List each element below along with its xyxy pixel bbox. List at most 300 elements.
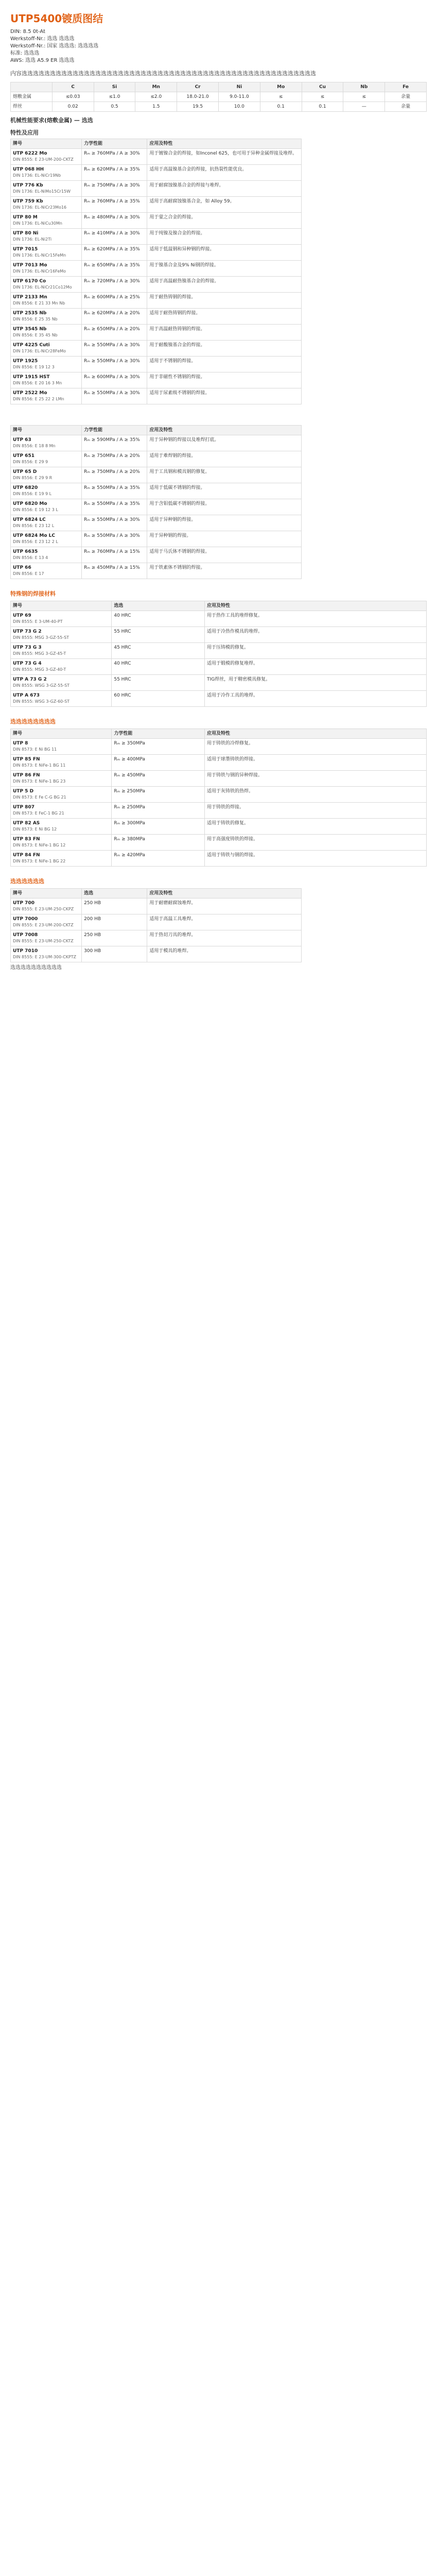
- grade-cell: [11, 499, 82, 515]
- composition-cell: ≤0.03: [52, 92, 94, 102]
- composition-cell: 19.5: [177, 102, 219, 112]
- table-row: [11, 341, 302, 357]
- application-cell: 适用于不锈钢的焊接。: [147, 357, 302, 372]
- grade-cell: [11, 483, 82, 499]
- mech-cell: 40 HRC: [112, 659, 205, 675]
- application-cell: 用于纯镍及镍合金的焊接。: [147, 229, 302, 245]
- mech-cell: Rₘ ≥ 250MPa: [112, 803, 205, 819]
- mech-cell: Rₘ ≥ 480MPa / A ≥ 30%: [82, 213, 147, 229]
- grade-name: UTP 73 G 2: [13, 629, 42, 634]
- grade-standard: DIN 1736: EL-NiCr16FeMo: [13, 269, 66, 274]
- grade-standard: DIN 1736: EL-Ni2Ti: [13, 237, 52, 242]
- application-cell: 用于耐酸镍基合金的焊接。: [147, 341, 302, 357]
- application-cell: 适用于低温钢和异种钢的焊接。: [147, 245, 302, 261]
- column-header: 应用及特性: [147, 139, 302, 149]
- grade-name: UTP 82 AS: [13, 821, 40, 826]
- grade-cell: [11, 659, 112, 675]
- composition-cell: 18.0-21.0: [177, 92, 219, 102]
- mech-cell: Rₘ ≥ 380MPa: [112, 835, 205, 851]
- grade-name: UTP 6170 Co: [13, 279, 46, 284]
- application-cell: 用于耐热铸钢的焊接。: [147, 293, 302, 309]
- grade-name: UTP 2133 Mn: [13, 295, 47, 300]
- table-row: [11, 787, 427, 803]
- mech-cell: 200 HB: [82, 914, 147, 930]
- composition-header: [11, 82, 53, 92]
- table-row: [11, 771, 427, 787]
- application-cell: 用于镍基合金及9% Ni钢的焊接。: [147, 261, 302, 277]
- grade-standard: DIN 1736: EL-NiCr19Nb: [13, 173, 61, 178]
- grade-name: UTP 84 FN: [13, 853, 40, 858]
- application-cell: 适用于马氏体不锈钢的焊接。: [147, 547, 302, 563]
- table-row: [11, 499, 302, 515]
- application-cell: 用于含钼低碳不锈钢的焊接。: [147, 499, 302, 515]
- grade-standard: DIN 1736: EL-NiCr15FeMn: [13, 253, 66, 258]
- table-row: [11, 92, 427, 102]
- footer-note: 选选选选选选选选选选: [10, 965, 62, 971]
- composition-cell: 1.5: [135, 102, 177, 112]
- mech-cell: 45 HRC: [112, 643, 205, 659]
- grade-cell: [11, 643, 112, 659]
- column-header: 力学性能: [82, 139, 147, 149]
- application-cell: 用于非磁性不锈钢的焊接。: [147, 372, 302, 388]
- composition-header: Si: [94, 82, 135, 92]
- grade-standard: DIN 8555: MSG 3-GZ-40-T: [13, 667, 66, 672]
- application-cell: 适用于高温耐热镍基合金的焊接。: [147, 277, 302, 293]
- intro-paragraph: 内容选选选选选选选选选选选选选选选选选选选选选选选选选选选选选选选选选选选选选选选选选选选选选选选选选选选选: [10, 70, 316, 77]
- grade-standard: DIN 8556: E 18 8 Mn: [13, 444, 56, 448]
- grade-standard: DIN 8555: E 23-UM-250-CKTZ: [13, 939, 74, 943]
- mech-cell: Rₘ ≥ 550MPa / A ≥ 35%: [82, 483, 147, 499]
- grade-standard: DIN 8555: MSG 3-GZ-55-ST: [13, 635, 69, 640]
- column-header: 力学性能: [82, 426, 147, 435]
- grade-cell: [11, 787, 112, 803]
- table-row: [11, 803, 427, 819]
- application-cell: 用于铁素体不锈钢的焊接。: [147, 563, 302, 579]
- grade-standard: DIN 8573: E NiFe-1 BG 12: [13, 843, 66, 848]
- column-header: 选选: [82, 889, 147, 899]
- grade-name: UTP 3545 Nb: [13, 327, 47, 332]
- grade-cell: [11, 755, 112, 771]
- mech-cell: Rₘ ≥ 600MPa / A ≥ 30%: [82, 372, 147, 388]
- application-cell: 适用于模具的堆焊。: [147, 946, 302, 962]
- grade-standard: DIN 8556: E 13 4: [13, 555, 48, 560]
- grade-cell: [11, 357, 82, 372]
- table-row: [11, 946, 302, 962]
- grade-cell: [11, 771, 112, 787]
- grade-cell: [11, 245, 82, 261]
- table-row: [11, 261, 302, 277]
- grade-standard: DIN 8556: E 21 33 Mn Nb: [13, 301, 65, 306]
- meta-line: DIN: 8.5 0t-At: [10, 29, 46, 35]
- grade-cell: [11, 946, 82, 962]
- grade-standard: DIN 8556: E 17: [13, 571, 44, 576]
- grade-standard: DIN 8555: E 23-UM-200-CKTZ: [13, 157, 74, 162]
- composition-cell: 0.1: [302, 102, 343, 112]
- column-header: 牌号: [11, 729, 112, 739]
- grade-name: UTP 068 HH: [13, 167, 44, 172]
- composition-cell: —: [343, 102, 385, 112]
- mech-cell: Rₘ ≥ 750MPa / A ≥ 30%: [82, 181, 147, 197]
- grade-standard: DIN 8555: E 3-UM-40-PT: [13, 619, 63, 624]
- composition-cell: 0.5: [94, 102, 135, 112]
- grade-cell: [11, 899, 82, 914]
- table-row: [11, 899, 302, 914]
- composition-header: Mo: [260, 82, 302, 92]
- grade-name: UTP 7000: [13, 917, 38, 922]
- grade-name: UTP 80 Ni: [13, 231, 39, 236]
- composition-header: Fe: [385, 82, 427, 92]
- application-cell: 用于蒙之合金的焊接。: [147, 213, 302, 229]
- mech-cell: Rₘ ≥ 650MPa / A ≥ 35%: [82, 261, 147, 277]
- mech-cell: 250 HB: [82, 899, 147, 914]
- grade-cell: [11, 277, 82, 293]
- mech-cell: Rₘ ≥ 760MPa / A ≥ 35%: [82, 197, 147, 213]
- table-row: [11, 357, 302, 372]
- grade-name: UTP 73 G 4: [13, 661, 42, 666]
- grade-name: UTP 85 FN: [13, 757, 40, 762]
- composition-cell: 焊丝: [11, 102, 53, 112]
- column-header: 牌号: [11, 139, 82, 149]
- mech-cell: Rₘ ≥ 750MPa / A ≥ 20%: [82, 467, 147, 483]
- grade-standard: DIN 8556: E 29 9: [13, 460, 48, 464]
- composition-cell: ≤: [302, 92, 343, 102]
- mech-cell: Rₘ ≥ 600MPa / A ≥ 25%: [82, 293, 147, 309]
- mech-cell: 40 HRC: [112, 611, 205, 627]
- column-header: 牌号: [11, 889, 82, 899]
- grade-name: UTP 6824 LC: [13, 517, 46, 522]
- grade-cell: [11, 531, 82, 547]
- table-row: [11, 691, 427, 707]
- grade-name: UTP 1915 HST: [13, 375, 50, 380]
- mech-cell: Rₘ ≥ 400MPa: [112, 755, 205, 771]
- grade-cell: [11, 691, 112, 707]
- mech-cell: Rₘ ≥ 420MPa: [112, 851, 205, 867]
- column-header: 选选: [112, 601, 205, 611]
- table-row: [11, 739, 427, 755]
- meta-line: Werkstoff-Nr.: 国家 选选选: 选选选选: [10, 43, 99, 49]
- mech-section-heading: 机械性能要求(熔敷金属) — 选选: [10, 117, 93, 124]
- composition-cell: 10.0: [218, 102, 260, 112]
- grade-cell: [11, 627, 112, 643]
- application-cell: 适用于低碳不锈钢的焊接。: [147, 483, 302, 499]
- grade-cell: [11, 293, 82, 309]
- grade-name: UTP 1925: [13, 359, 38, 364]
- grade-name: UTP 8: [13, 741, 28, 746]
- table-row: [11, 755, 427, 771]
- table-row: [11, 325, 302, 341]
- grade-standard: DIN 8573: E Ni BG 11: [13, 747, 57, 752]
- grade-name: UTP 80 M: [13, 215, 38, 220]
- table-row: [11, 851, 427, 867]
- application-cell: 用于高强度铸铁的焊接。: [205, 835, 427, 851]
- grade-cell: [11, 341, 82, 357]
- table-row: [11, 149, 302, 165]
- grade-cell: [11, 914, 82, 930]
- mech-cell: Rₘ ≥ 650MPa / A ≥ 20%: [82, 325, 147, 341]
- group2-table: [10, 425, 302, 579]
- application-cell: 用于工具钢和模具钢的修复。: [147, 467, 302, 483]
- grade-standard: DIN 8556: E 19 12 3 L: [13, 507, 58, 512]
- grade-name: UTP 2522 Mo: [13, 391, 47, 396]
- composition-header: Cr: [177, 82, 219, 92]
- grade-standard: DIN 8556: E 20 16 3 Mn: [13, 381, 62, 385]
- grade-name: UTP 4225 Cuti: [13, 343, 50, 348]
- table-row: [11, 627, 427, 643]
- application-cell: 适用于耐热铸钢的焊接。: [147, 309, 302, 325]
- composition-header: C: [52, 82, 94, 92]
- grade-name: UTP 73 G 3: [13, 645, 42, 650]
- application-cell: 用于异种钢的焊接以及堆焊打底。: [147, 435, 302, 451]
- grade-name: UTP 6222 Mo: [13, 151, 47, 156]
- composition-cell: ≤: [343, 92, 385, 102]
- grade-name: UTP 2535 Nb: [13, 311, 47, 316]
- column-header: 牌号: [11, 426, 82, 435]
- grade-standard: DIN 8556: E 35 45 Nb: [13, 333, 58, 337]
- grade-standard: DIN 8555: MSG 3-GZ-45-T: [13, 651, 66, 656]
- mech-cell: Rₘ ≥ 550MPa / A ≥ 30%: [82, 515, 147, 531]
- grade-name: UTP 66: [13, 565, 31, 570]
- composition-cell: 9.0-11.0: [218, 92, 260, 102]
- mech-cell: Rₘ ≥ 450MPa / A ≥ 15%: [82, 563, 147, 579]
- mech-cell: 55 HRC: [112, 675, 205, 691]
- grade-standard: DIN 8556: E 25 22 2 LMn: [13, 397, 64, 401]
- mech-cell: 60 HRC: [112, 691, 205, 707]
- grade-standard: DIN 8556: E 23 12 L: [13, 523, 55, 528]
- grade-cell: [11, 930, 82, 946]
- grade-name: UTP 5 D: [13, 789, 34, 794]
- column-header: 应用及特性: [147, 889, 302, 899]
- grade-standard: DIN 8556: E 19 12 3: [13, 365, 55, 369]
- application-cell: 用于耐腐蚀镍基合金的焊接与堆焊。: [147, 181, 302, 197]
- grade-name: UTP 807: [13, 805, 34, 810]
- grade-name: UTP A 73 G 2: [13, 677, 47, 682]
- grade-standard: DIN 1736: EL-NiCu30Mn: [13, 221, 62, 226]
- table-row: [11, 245, 302, 261]
- table-row: [11, 293, 302, 309]
- column-header: 牌号: [11, 601, 112, 611]
- mech-cell: 55 HRC: [112, 627, 205, 643]
- table-row: [11, 388, 302, 404]
- grade-name: UTP 759 Kb: [13, 199, 43, 204]
- application-cell: 适用于高温工具堆焊。: [147, 914, 302, 930]
- application-cell: 适用于球墨铸铁的焊接。: [205, 755, 427, 771]
- mech-cell: Rₘ ≥ 620MPa / A ≥ 20%: [82, 309, 147, 325]
- grade-cell: [11, 261, 82, 277]
- table-row: [11, 563, 302, 579]
- grade-name: UTP 700: [13, 901, 34, 906]
- table-row: [11, 547, 302, 563]
- table-row: [11, 930, 302, 946]
- grade-cell: [11, 229, 82, 245]
- group1-table: [10, 139, 302, 404]
- grade-name: UTP 63: [13, 437, 31, 443]
- grade-standard: DIN 8555: E 23-UM-200-CKTZ: [13, 923, 74, 927]
- table-row: [11, 483, 302, 499]
- composition-cell: 0.1: [260, 102, 302, 112]
- grade-name: UTP 6820 Mo: [13, 501, 47, 506]
- composition-table: [10, 82, 427, 112]
- mech-cell: Rₘ ≥ 410MPa / A ≥ 30%: [82, 229, 147, 245]
- grade-name: UTP A 673: [13, 693, 40, 698]
- application-cell: 用于高温耐热铸钢的焊接。: [147, 325, 302, 341]
- grade-standard: DIN 8555: E 23-UM-300-CKPTZ: [13, 955, 77, 959]
- grade-standard: DIN 8573: E NiFe-1 BG 23: [13, 779, 66, 784]
- application-cell: 适用于锻模的修复堆焊。: [205, 659, 427, 675]
- table-row: [11, 197, 302, 213]
- grade-cell: [11, 515, 82, 531]
- table-row: [11, 531, 302, 547]
- grade-cell: [11, 325, 82, 341]
- grade-standard: DIN 1736: EL-NiCr21Co12Mo: [13, 285, 72, 290]
- grade-standard: DIN 8556: E 23 12 2 L: [13, 539, 58, 544]
- grade-standard: DIN 8573: E NiFe-1 BG 22: [13, 859, 66, 863]
- grade-standard: DIN 8555: WSG 3-GZ-55-ST: [13, 683, 70, 688]
- meta-line: Werkstoff-Nr.: 选选 选选选: [10, 36, 75, 42]
- mech-cell: Rₘ ≥ 590MPa / A ≥ 35%: [82, 435, 147, 451]
- grade-name: UTP 6820: [13, 485, 38, 490]
- grade-standard: DIN 8555: WSG 3-GZ-60-ST: [13, 699, 70, 704]
- grade-cell: [11, 181, 82, 197]
- grade-name: UTP 7010: [13, 948, 38, 954]
- grade-cell: [11, 675, 112, 691]
- mech-cell: Rₘ ≥ 550MPa / A ≥ 30%: [82, 388, 147, 404]
- grade-standard: DIN 8556: E 19 9 L: [13, 492, 52, 496]
- mech-cell: Rₘ ≥ 550MPa / A ≥ 30%: [82, 357, 147, 372]
- grade-standard: DIN 8573: E FeC-1 BG 21: [13, 811, 64, 816]
- grade-cell: [11, 835, 112, 851]
- column-header: 力学性能: [112, 729, 205, 739]
- grade-cell: [11, 851, 112, 867]
- mech-cell: Rₘ ≥ 250MPa: [112, 787, 205, 803]
- application-cell: 用于热作工具的堆焊修复。: [205, 611, 427, 627]
- composition-header: Ni: [218, 82, 260, 92]
- table-row: [11, 643, 427, 659]
- section4-heading: 选选选选选选选选: [10, 718, 56, 725]
- composition-header: Nb: [343, 82, 385, 92]
- grade-name: UTP 776 Kb: [13, 183, 43, 188]
- application-cell: 适用于灰铸铁的热焊。: [205, 787, 427, 803]
- grade-standard: DIN 8555: E 23-UM-250-CKPZ: [13, 907, 74, 911]
- mech-cell: Rₘ ≥ 450MPa: [112, 771, 205, 787]
- grade-cell: [11, 165, 82, 181]
- mech-cell: Rₘ ≥ 550MPa / A ≥ 30%: [82, 341, 147, 357]
- grade-cell: [11, 388, 82, 404]
- grade-name: UTP 6824 Mo LC: [13, 533, 55, 538]
- grade-name: UTP 65 D: [13, 469, 37, 474]
- document-page: [0, 0, 437, 984]
- table-row: [11, 515, 302, 531]
- grade-cell: [11, 611, 112, 627]
- grade-standard: DIN 8573: E NiFe-1 BG 11: [13, 763, 66, 768]
- application-cell: 适用于铸铁的修复。: [205, 819, 427, 835]
- application-cell: 用于铸铁的冷焊修复。: [205, 739, 427, 755]
- meta-line: AWS: 选选 A5.9 ER 选选选: [10, 58, 75, 63]
- mech-cell: Rₘ ≥ 620MPa / A ≥ 35%: [82, 245, 147, 261]
- grade-standard: DIN 1736: EL-NiCr28FeMo: [13, 349, 66, 353]
- table-row: [11, 213, 302, 229]
- composition-cell: 熔敷金属: [11, 92, 53, 102]
- grade-standard: DIN 8556: E 29 9 R: [13, 476, 53, 480]
- application-cell: 用于异种钢的焊接。: [147, 531, 302, 547]
- application-cell: 用于压铸模的修复。: [205, 643, 427, 659]
- table-row: [11, 309, 302, 325]
- table-row: [11, 165, 302, 181]
- table-row: [11, 675, 427, 691]
- section3-heading: 特殊钢的焊接材料: [10, 590, 56, 597]
- page-title: UTP5400镀质图结: [10, 12, 103, 25]
- grade-standard: DIN 1736: EL-NiMo15Cr15W: [13, 189, 71, 194]
- mech-cell: 250 HB: [82, 930, 147, 946]
- mech-cell: Rₘ ≥ 350MPa: [112, 739, 205, 755]
- grade-cell: [11, 197, 82, 213]
- grade-cell: [11, 213, 82, 229]
- mech-cell: Rₘ ≥ 300MPa: [112, 819, 205, 835]
- grade-cell: [11, 467, 82, 483]
- grade-cell: [11, 563, 82, 579]
- grade-name: UTP 83 FN: [13, 837, 40, 842]
- grade-cell: [11, 803, 112, 819]
- application-cell: 用于镀镍合金的焊接，如Inconel 625，也可用于异种金属焊接及堆焊。: [147, 149, 302, 165]
- grade-cell: [11, 451, 82, 467]
- application-cell: 适用于尿素级不锈钢的焊接。: [147, 388, 302, 404]
- composition-cell: ≤2.0: [135, 92, 177, 102]
- group5-table: [10, 888, 302, 962]
- grade-cell: [11, 547, 82, 563]
- composition-cell: ≤: [260, 92, 302, 102]
- application-cell: 用于铸铁与钢的异种焊接。: [205, 771, 427, 787]
- group1-heading: 特性及应用: [10, 129, 39, 136]
- mech-cell: Rₘ ≥ 550MPa / A ≥ 35%: [82, 499, 147, 515]
- column-header: 应用及特性: [205, 601, 427, 611]
- table-row: [11, 914, 302, 930]
- grade-cell: [11, 372, 82, 388]
- table-row: [11, 277, 302, 293]
- grade-standard: DIN 8573: E Ni BG 12: [13, 827, 57, 832]
- table-row: [11, 451, 302, 467]
- application-cell: 适用于高耐腐蚀镍基合金，如 Alloy 59。: [147, 197, 302, 213]
- grade-cell: [11, 739, 112, 755]
- mech-cell: 300 HB: [82, 946, 147, 962]
- grade-cell: [11, 309, 82, 325]
- table-row: [11, 659, 427, 675]
- section5-heading: 选选选选选选: [10, 878, 44, 885]
- application-cell: TIG焊丝，用于精密模具修复。: [205, 675, 427, 691]
- composition-cell: 余量: [385, 92, 427, 102]
- group4-table: [10, 728, 427, 867]
- composition-cell: 余量: [385, 102, 427, 112]
- table-row: [11, 835, 427, 851]
- group3-table: [10, 601, 427, 707]
- grade-name: UTP 7008: [13, 933, 38, 938]
- grade-name: UTP 6635: [13, 549, 38, 554]
- application-cell: 适用于冷热作模具的堆焊。: [205, 627, 427, 643]
- composition-cell: 0.02: [52, 102, 94, 112]
- mech-cell: Rₘ ≥ 750MPa / A ≥ 20%: [82, 451, 147, 467]
- application-cell: 用于铸铁的焊接。: [205, 803, 427, 819]
- grade-name: UTP 86 FN: [13, 773, 40, 778]
- table-row: [11, 102, 427, 112]
- application-cell: 适用于高温镍基合金的焊接，抗热裂性能优良。: [147, 165, 302, 181]
- grade-cell: [11, 149, 82, 165]
- application-cell: 用于耐磨耐腐蚀堆焊。: [147, 899, 302, 914]
- grade-cell: [11, 435, 82, 451]
- grade-cell: [11, 819, 112, 835]
- mech-cell: Rₘ ≥ 550MPa / A ≥ 30%: [82, 531, 147, 547]
- grade-standard: DIN 8556: E 25 35 Nb: [13, 317, 58, 321]
- column-header: 应用及特性: [205, 729, 427, 739]
- grade-name: UTP 7015: [13, 247, 38, 252]
- meta-block: [10, 28, 427, 64]
